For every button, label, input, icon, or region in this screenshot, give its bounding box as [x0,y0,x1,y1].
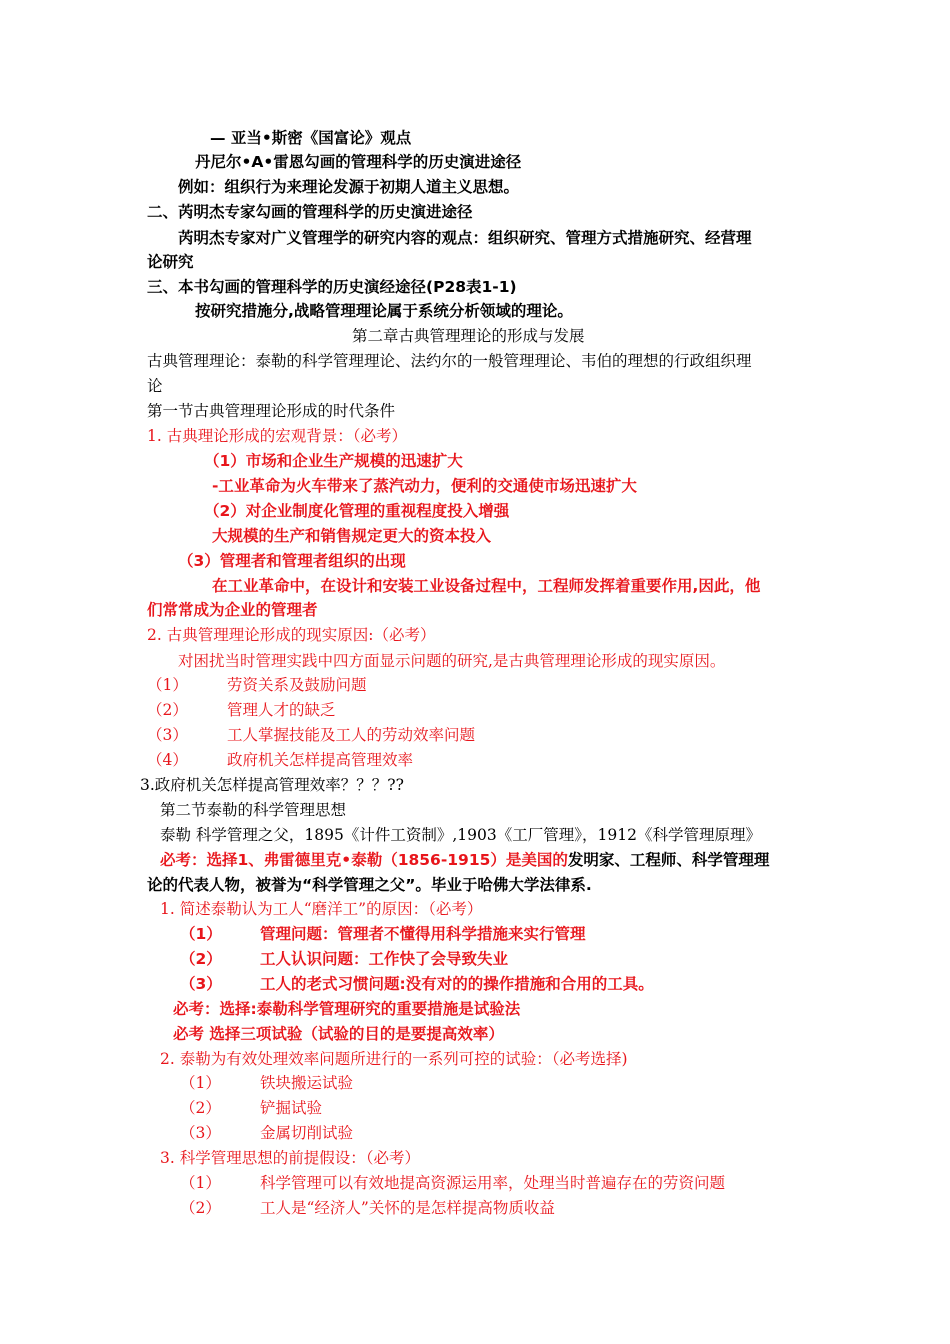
text-line: 大规模的生产和销售规定更大的资本投入 [212,527,492,545]
text-line: 古典管理理论：泰勒的科学管理理论、法约尔的一般管理理论、韦伯的理想的行政组织理 [147,352,752,370]
list-heading: 1. 古典理论形成的宏观背景：（必考） [147,427,407,445]
list-heading: 2. 古典管理理论形成的现实原因:（必考） [147,626,436,644]
section-heading: 二、芮明杰专家勾画的管理科学的历史演进途径 [147,203,473,221]
text-line [160,850,769,870]
list-item [180,1123,353,1143]
item-text: 科学管理可以有效地提高资源运用率，处理当时普遍存在的劳资问题 [260,1174,726,1192]
item-number: （3） [180,1124,221,1142]
text-line: （1）市场和企业生产规模的迅速扩大 [204,452,463,470]
text-line: 芮明杰专家对广义管理学的研究内容的观点：组织研究、管理方式措施研究、经营理 [178,229,752,247]
item-number: （2） [147,701,188,719]
item-text: 管理人才的缺乏 [227,701,336,719]
item-text: 管理问题：管理者不懂得用科学措施来实行管理 [260,925,586,943]
item-number: （2） [180,1099,221,1117]
item-text: 铲掘试验 [260,1099,323,1117]
item-number: （1） [180,1074,221,1092]
item-text: 工人掌握技能及工人的劳动效率问题 [227,726,476,744]
item-text: 工人的老式习惯问题:没有对的的操作措施和合用的工具。 [260,975,654,993]
list-item [180,1198,555,1218]
text-line: -工业革命为火车带来了蒸汽动力，便利的交通使市场迅速扩大 [212,477,637,495]
text-line: 们常常成为企业的管理者 [147,601,318,619]
item-text: 金属切削试验 [260,1124,354,1142]
red-text: 必考：选择1、弗雷德里克•泰勒（1856-1915）是美国的 [160,851,568,869]
list-item [147,700,336,720]
text-line: 丹尼尔•A•雷恩勾画的管理科学的历史演进途径 [195,153,522,171]
text-line: — 亚当•斯密《国富论》观点 [210,129,412,147]
text-line: 论研究 [147,253,194,271]
item-number: （3） [180,975,222,993]
text-line: 论 [147,377,163,395]
item-text: 政府机关怎样提高管理效率 [227,751,414,769]
list-item [147,750,413,770]
section-heading: 三、本书勾画的管理科学的历史演经途径(P28表1-1) [147,278,517,296]
list-item [180,949,508,969]
list-item [180,974,654,994]
item-text: 工人是“经济人”关怀的是怎样提高物质收益 [260,1199,555,1217]
list-item [147,725,475,745]
item-number: （4） [147,751,188,769]
text-line: 对困扰当时管理实践中四方面显示问题的研究,是古典管理理论形成的现实原因。 [178,652,726,670]
list-item [180,924,586,944]
item-number: （2） [180,1199,221,1217]
list-item [180,1173,725,1193]
list-item [147,675,367,695]
item-text: 铁块搬运试验 [260,1074,354,1092]
text-line: 按研究措施分,战略管理理论属于系统分析领域的理论。 [195,302,573,320]
chapter-title: 第二章古典管理理论的形成与发展 [352,327,585,345]
text-line: （3）管理者和管理者组织的出现 [178,552,406,570]
list-item [180,1098,322,1118]
list-heading: 1. 简述泰勒认为工人“磨洋工”的原因：（必考） [160,900,483,918]
section-title: 第二节泰勒的科学管理思想 [160,801,347,819]
item-number: （2） [180,950,222,968]
text-line: 必考 选择三项试验（试验的目的是要提高效率） [173,1025,504,1043]
item-number: （1） [180,1174,221,1192]
item-number: （1） [147,676,188,694]
black-text: 发明家、工程师、科学管理理 [567,851,770,869]
text-line: 论的代表人物，被誉为“科学管理之父”。毕业于哈佛大学法律系. [147,876,592,894]
text-line: 必考：选择:泰勒科学管理研究的重要措施是试验法 [173,1000,521,1018]
text-line: 例如：组织行为来理论发源于初期人道主义思想。 [178,178,520,196]
text-line: （2）对企业制度化管理的重视程度投入增强 [204,502,510,520]
list-item [180,1073,353,1093]
item-number: （1） [180,925,222,943]
list-heading: 3. 科学管理思想的前提假设：（必考） [160,1149,420,1167]
item-number: （3） [147,726,188,744]
item-text: 劳资关系及鼓励问题 [227,676,367,694]
text-line: 3.政府机关怎样提高管理效率？？？?? [140,776,404,794]
text-line: 在工业革命中，在设计和安装工业设备过程中，工程师发挥着重要作用,因此，他 [212,577,761,595]
section-title: 第一节古典管理理论形成的时代条件 [147,402,396,420]
item-text: 工人认识问题：工作快了会导致失业 [260,950,509,968]
text-line: 泰勒 科学管理之父，1895《计件工资制》,1903《工厂管理》，1912《科学管理原理》 [160,826,761,844]
list-heading: 2. 泰勒为有效处理效率问题所进行的一系列可控的试验：（必考选择) [160,1050,628,1068]
